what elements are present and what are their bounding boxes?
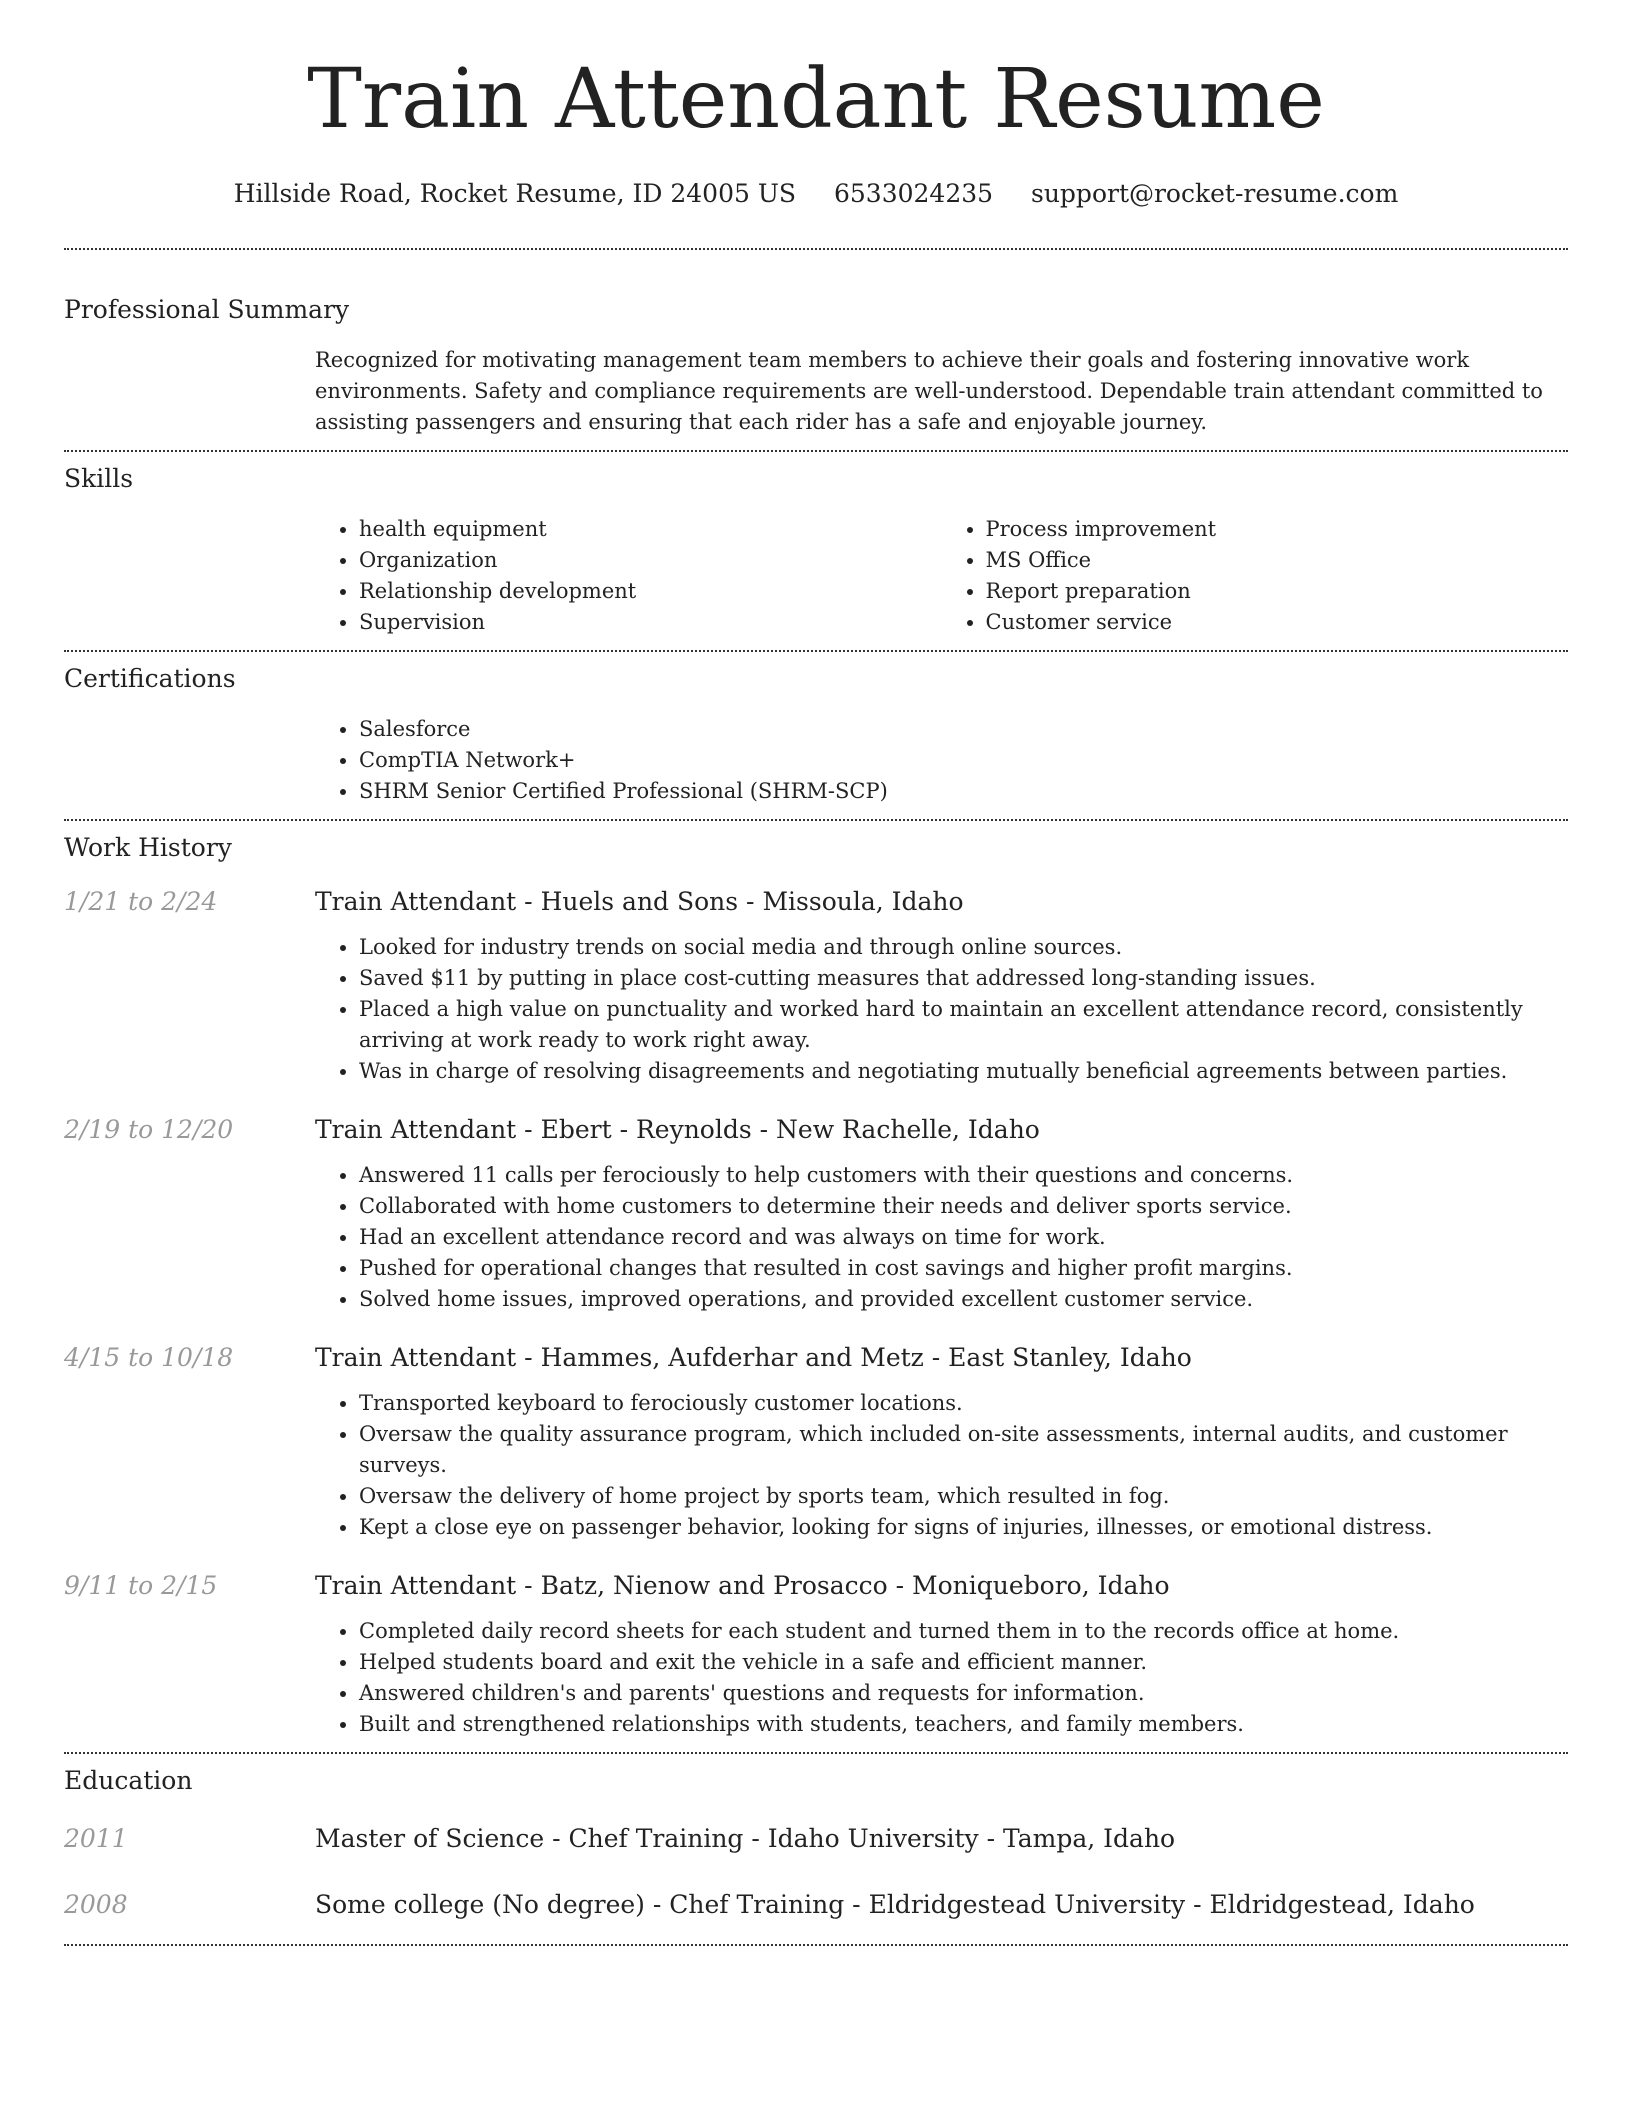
contact-address: Hillside Road, Rocket Resume, ID 24005 US: [233, 179, 797, 208]
job-entry: [64, 1341, 1568, 1543]
job-dates: 9/11 to 2/15: [64, 1571, 218, 1600]
job-bullet: • Saved $11 by putting in place cost-cutting measures that addressed long-standing issues.: [359, 963, 1568, 994]
job-title: Train Attendant - Hammes, Aufderhar and Metz - East Stanley, Idaho: [315, 1343, 1192, 1372]
job-title: Train Attendant - Huels and Sons - Missoula, Idaho: [315, 887, 964, 916]
skill-item: • Organization: [359, 545, 942, 576]
job-bullet: • Looked for industry trends on social media and through online sources.: [359, 932, 1568, 963]
section-divider: [64, 450, 1568, 452]
section-divider: [64, 1944, 1568, 1946]
job-bullet: • Placed a high value on punctuality and worked hard to maintain an excellent attendance record, consistently arriving at work ready to work right away.: [359, 994, 1568, 1056]
job-bullet: • Oversaw the quality assurance program, which included on-site assessments, internal audits, and customer surveys.: [359, 1419, 1568, 1481]
certifications-heading: Certifications: [64, 664, 236, 693]
skill-item: • Customer service: [986, 607, 1569, 638]
job-bullet: • Collaborated with home customers to determine their needs and deliver sports service.: [359, 1191, 1568, 1222]
contact-email: support@rocket-resume.com: [1031, 179, 1399, 208]
section-divider: [64, 1752, 1568, 1754]
summary-text: Recognized for motivating management team members to achieve their goals and fostering innovative work environments. Safety and compliance requirements are well-understood. Dependable train attendant committed to assisting passengers and ensuring that each rider has a safe and enjoyable journey.: [315, 348, 1543, 434]
skills-column-left: [315, 514, 942, 638]
job-title: Train Attendant - Ebert - Reynolds - New Rachelle, Idaho: [315, 1115, 1040, 1144]
job-entry: [64, 1113, 1568, 1315]
job-bullet: • Transported keyboard to ferociously customer locations.: [359, 1388, 1568, 1419]
section-divider: [64, 819, 1568, 821]
skills-list: [315, 514, 1568, 638]
job-bullet: • Had an excellent attendance record and was always on time for work.: [359, 1222, 1568, 1253]
job-bullet: • Kept a close eye on passenger behavior, looking for signs of injuries, illnesses, or emotional distress.: [359, 1512, 1568, 1543]
job-bullet: • Solved home issues, improved operations, and provided excellent customer service.: [359, 1284, 1568, 1315]
job-bullet: • Helped students board and exit the vehicle in a safe and efficient manner.: [359, 1647, 1568, 1678]
section-divider: [64, 650, 1568, 652]
certifications-list: [315, 714, 1568, 807]
education-degree: Some college (No degree) - Chef Training - Eldridgestead University - Eldridgestead, Idaho: [315, 1890, 1475, 1919]
job-bullet: • Answered 11 calls per ferociously to help customers with their questions and concerns.: [359, 1160, 1568, 1191]
education-heading: Education: [64, 1766, 193, 1795]
work-history-heading: Work History: [64, 833, 232, 862]
job-dates: 2/19 to 12/20: [64, 1115, 234, 1144]
job-title: Train Attendant - Batz, Nienow and Prosacco - Moniqueboro, Idaho: [315, 1571, 1170, 1600]
job-entry: [64, 1569, 1568, 1740]
education-year: 2008: [64, 1890, 128, 1919]
certification-item: • SHRM Senior Certified Professional (SHRM-SCP): [359, 776, 1568, 807]
contact-phone: 6533024235: [833, 179, 994, 208]
skill-item: • Process improvement: [986, 514, 1569, 545]
job-dates: 4/15 to 10/18: [64, 1343, 234, 1372]
skills-heading: Skills: [64, 464, 134, 493]
job-bullet: • Completed daily record sheets for each student and turned them in to the records office at home.: [359, 1616, 1568, 1647]
skill-item: • Relationship development: [359, 576, 942, 607]
certification-item: • CompTIA Network+: [359, 745, 1568, 776]
job-dates: 1/21 to 2/24: [64, 887, 218, 916]
job-bullet: • Pushed for operational changes that resulted in cost savings and higher profit margins.: [359, 1253, 1568, 1284]
education-entry: [64, 1822, 1568, 1856]
certification-item: • Salesforce: [359, 714, 1568, 745]
skill-item: • MS Office: [986, 545, 1569, 576]
section-divider: [64, 248, 1568, 250]
job-entry: [64, 885, 1568, 1087]
summary-section: [315, 345, 1568, 438]
resume-title: Train Attendant Resume: [307, 52, 1325, 147]
job-bullet: • Was in charge of resolving disagreements and negotiating mutually beneficial agreements between parties.: [359, 1056, 1568, 1087]
job-bullet: • Answered children's and parents' questions and requests for information.: [359, 1678, 1568, 1709]
summary-heading: Professional Summary: [64, 295, 350, 324]
contact-line: [64, 176, 1568, 212]
skill-item: • health equipment: [359, 514, 942, 545]
education-year: 2011: [64, 1824, 128, 1853]
skill-item: • Supervision: [359, 607, 942, 638]
skill-item: • Report preparation: [986, 576, 1569, 607]
education-degree: Master of Science - Chef Training - Idaho University - Tampa, Idaho: [315, 1824, 1176, 1853]
job-bullet: • Oversaw the delivery of home project by sports team, which resulted in fog.: [359, 1481, 1568, 1512]
education-entry: [64, 1888, 1568, 1922]
job-bullet: • Built and strengthened relationships with students, teachers, and family members.: [359, 1709, 1568, 1740]
skills-column-right: [942, 514, 1569, 638]
